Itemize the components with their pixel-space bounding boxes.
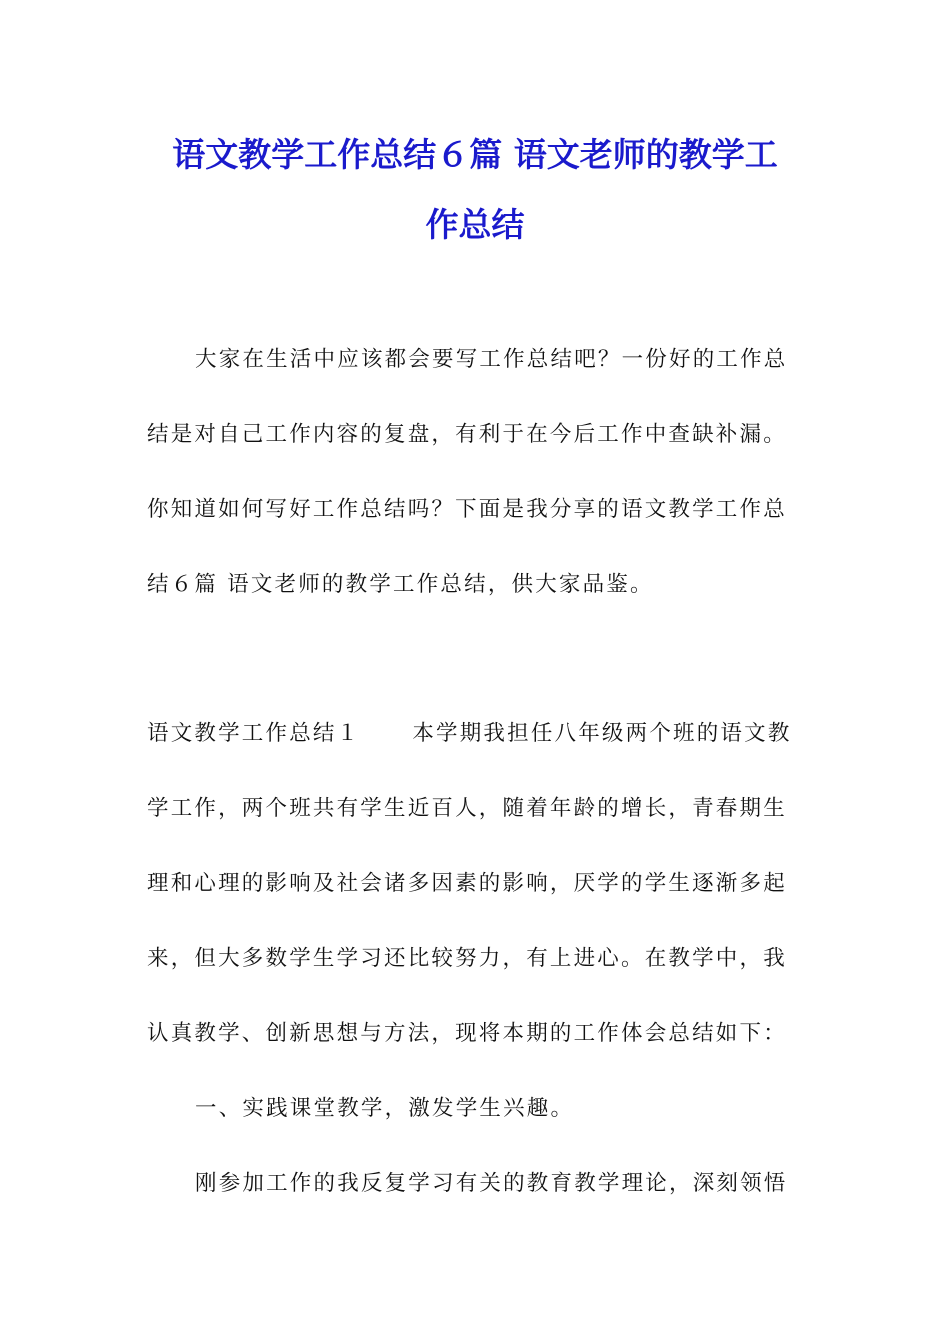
section-1-line-5: 认真教学、创新思想与方法，现将本期的工作体会总结如下： xyxy=(147,1021,787,1046)
section-1-heading: 语文教学工作总结１ xyxy=(147,721,361,746)
intro-line-4: 结６篇 语文老师的教学工作总结，供大家品鉴。 xyxy=(147,572,654,597)
section-1-line-3: 理和心理的影响及社会诸多因素的影响，厌学的学生逐渐多起 xyxy=(147,871,787,896)
document-title-line-2: 作总结 xyxy=(425,205,525,244)
section-1-paragraph-2-line-1: 刚参加工作的我反复学习有关的教育教学理论，深刻领悟 xyxy=(195,1171,788,1196)
section-1-first-line xyxy=(147,719,807,749)
intro-line-1: 大家在生活中应该都会要写工作总结吧？一份好的工作总 xyxy=(195,347,788,372)
section-1-line-4: 来，但大多数学生学习还比较努力，有上进心。在教学中，我 xyxy=(147,946,787,971)
intro-line-3: 你知道如何写好工作总结吗？下面是我分享的语文教学工作总 xyxy=(147,497,787,522)
intro-line-2: 结是对自己工作内容的复盘，有利于在今后工作中查缺补漏。 xyxy=(147,422,787,447)
section-1-line-2: 学工作，两个班共有学生近百人，随着年龄的增长，青春期生 xyxy=(147,796,787,821)
document-title-line-1: 语文教学工作总结６篇 语文老师的教学工 xyxy=(172,135,778,174)
section-1-subheading: 一、实践课堂教学，激发学生兴趣。 xyxy=(195,1096,575,1121)
section-1-first-line-text: 本学期我担任八年级两个班的语文教 xyxy=(412,721,792,746)
